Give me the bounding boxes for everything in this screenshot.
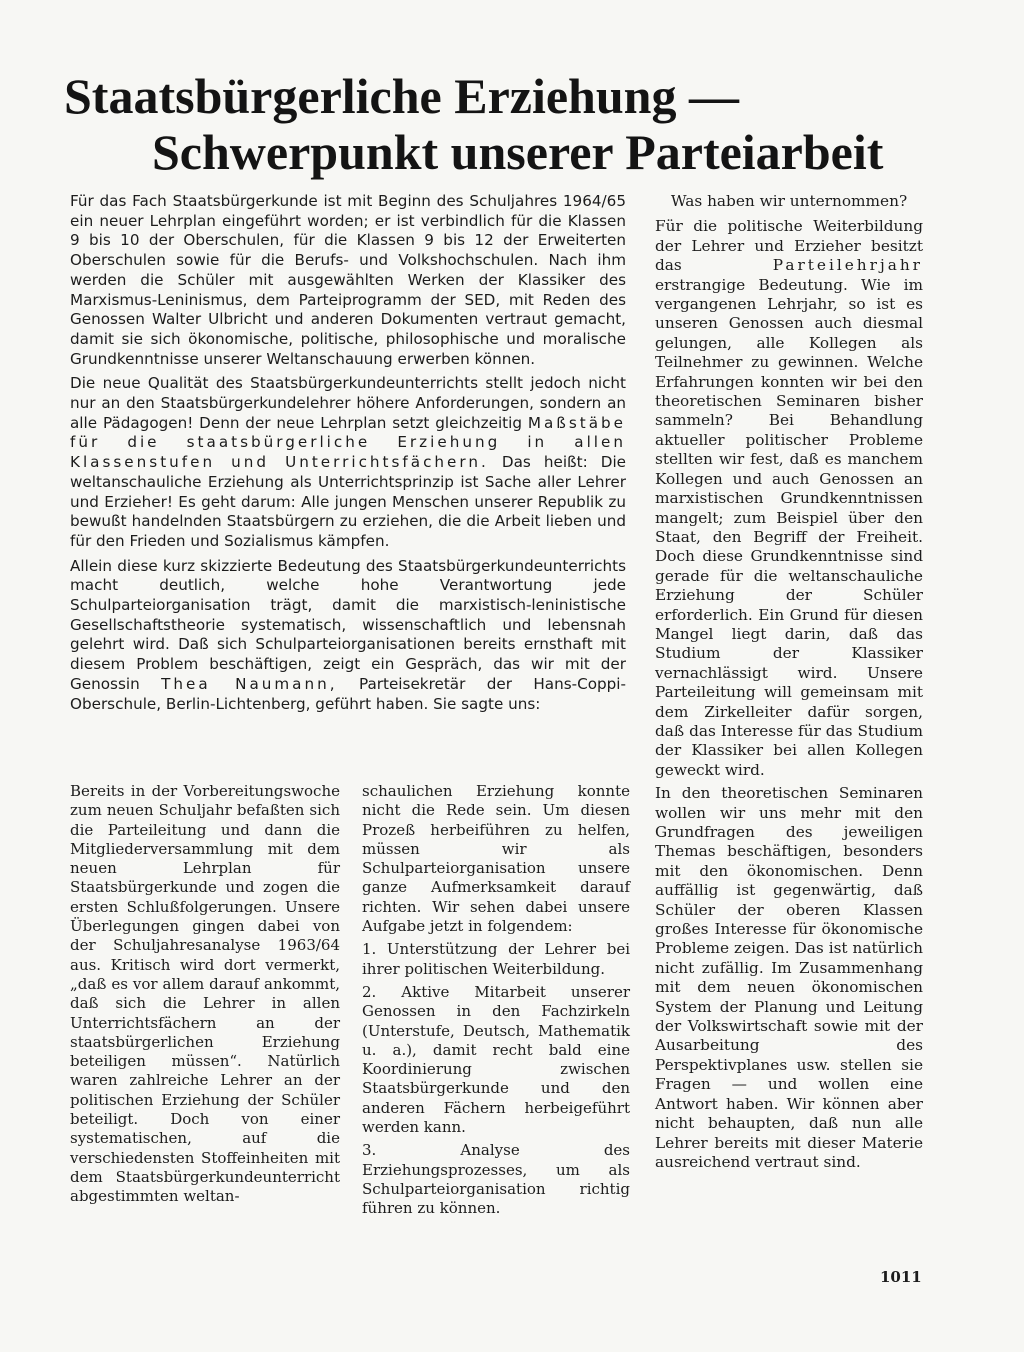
article-title: [0, 68, 1024, 180]
parteilehrjahr-emphasis: Parteilehrjahr: [772, 256, 923, 275]
column-middle-paragraph: schaulichen Erziehung konnte nicht die Rede sein. Um diesen Prozeß herbeiführen zu helfen, müssen wir als Schulparteiorganisation unsere ganze Aufmerksamkeit darauf richten. Wir sehen dabei unsere Aufgabe jetzt in folgendem:: [362, 782, 630, 936]
intro-paragraph-3: [70, 557, 626, 715]
title-line-2: Schwerpunkt unserer Parteiarbeit: [152, 124, 884, 180]
intro-paragraph-2: [70, 374, 626, 551]
intro-paragraph-2-emphasis: Maßstäbe für die staatsbürgerliche Erziehung in allen Klassenstufen und Unterrichtsfächern.: [70, 413, 626, 472]
page-number: 1011: [880, 1268, 922, 1286]
task-item-3: 3. Analyse des Erziehungsprozesses, um als Schulparteiorganisation richtig führen zu können.: [362, 1141, 630, 1218]
section-subheading: Was haben wir unternommen?: [670, 192, 908, 210]
task-item-2: 2. Aktive Mitarbeit unserer Genossen in den Fachzirkeln (Unterstufe, Deutsch, Mathematik u. a.), damit recht bald eine Koordinierung zwischen Staatsbürgerkunde und den anderen Fächern herbeigeführt werden kann.: [362, 982, 630, 1137]
column-middle: [362, 782, 630, 1223]
column-right-paragraph-1: [655, 217, 923, 780]
intro-paragraph-3-end: Parteisekretär der Hans-Coppi-Oberschule, Berlin-Lichtenberg, geführt haben. Sie sagte uns:: [70, 674, 627, 713]
column-left-paragraph: Bereits in der Vorbereitungswoche zum neuen Schuljahr befaßten sich die Parteileitung und dann die Mitgliederversammlung mit dem neuen Lehrplan für Staatsbürgerkunde und zogen die ersten Schlußfolgerungen. Unsere Überlegungen gingen dabei von der Schuljahresanalyse 1963/64 aus. Kritisch wird dort vermerkt, „daß es vor allem darauf ankommt, daß sich die Lehrer in allen Unterrichtsfächern an der staatsbürgerlichen Erziehung beteiligen müssen“. Natürlich waren zahlreiche Lehrer an der politischen Erziehung der Schüler beteiligt. Doch von einer systematischen, auf die verschiedensten Stoffeinheiten mit dem Staatsbürgerkundeunterricht abgestimmten weltan-: [70, 782, 340, 1206]
intro-section: [70, 192, 626, 719]
title-line-1: Staatsbürgerliche Erziehung —: [64, 68, 739, 124]
column-right-paragraph-2: In den theoretischen Seminaren wollen wir uns mehr mit den Grundfragen des jeweiligen Themas beschäftigen, besonders mit den ökonomischen. Denn auffällig ist gegenwärtig, daß Schüler der oberen Klassen großes Interesse für ökonomische Probleme zeigen. Das ist natürlich nicht zufällig. Im Zusammenhang mit dem neuen ökonomischen System der Planung und Leitung der Volkswirtschaft sowie mit der Ausarbeitung des Perspektivplanes usw. stellen sie Fragen — und wollen eine Antwort haben. Wir können aber nicht behaupten, daß nun alle Lehrer bereits mit dieser Materie ausreichend vertraut sind.: [655, 784, 923, 1171]
column-right-paragraph-1-start: Für die politische Weiterbildung der Lehrer und Erzieher besitzt das: [655, 217, 923, 275]
intro-paragraph-3-start: Allein diese kurz skizzierte Bedeutung des Staatsbürgerkundeunterrichts macht deutlich, welche hohe Verantwortung jede Schulparteiorganisation trägt, damit die marxistisch-leninistische Gesellschaftstheorie systematisch, wissenschaftlich und lebensnah gelehrt wird. Daß sich Schulparteiorganisationen bereits ernsthaft mit diesem Problem beschäftigen, zeigt ein Gespräch, das wir mit der Genossin: [70, 556, 626, 693]
intro-person-name: Thea Naumann,: [161, 674, 338, 693]
column-right: [655, 192, 923, 1176]
intro-paragraph-2-end: Das heißt: Die weltanschauliche Erziehung als Unterrichtsprinzip ist Sache aller Lehrer und Erzieher! Es geht darum: Alle jungen Menschen unserer Republik zu bewußt handelnden Staatsbürgern zu erziehen, die die Arbeit lieben und für den Frieden und Sozialismus kämpfen.: [70, 453, 627, 550]
column-left: [70, 782, 340, 1209]
intro-paragraph-2-start: Die neue Qualität des Staatsbürgerkundeunterrichts stellt jedoch nicht nur an den Staatsbürgerkundelehrer höhere Anforderungen, sondern an alle Pädagogen! Denn der neue Lehrplan setzt gleichzeitig: [70, 374, 626, 432]
column-right-paragraph-1-end: erstrangige Bedeutung. Wie im vergangenen Lehrjahr, so ist es unseren Genossen auch diesmal gelungen, alle Kollegen als Teilnehmer zu gewinnen. Welche Erfahrungen konnten wir bei den theoretischen Seminaren bisher sammeln? Bei Behandlung aktueller politischer Probleme stellten wir fest, daß es manchem Kollegen und auch Genossen an marxistischen Grundkenntnissen mangelt; zum Beispiel über den Staat, den Begriff der Freiheit. Doch diese Grundkenntnisse sind gerade für die weltanschauliche Erziehung der Schüler erforderlich. Ein Grund für diesen Mangel liegt darin, daß das Studium der Klassiker vernachlässigt wird. Unsere Parteileitung will gemeinsam mit dem Zirkelleiter dafür sorgen, daß das Interesse für das Studium der Klassiker bei allen Kollegen geweckt wird.: [655, 275, 923, 779]
intro-paragraph-1: Für das Fach Staatsbürgerkunde ist mit Beginn des Schuljahres 1964/65 ein neuer Lehrplan eingeführt worden; er ist verbindlich für die Klassen 9 bis 10 der Oberschulen, für die Klassen 9 bis 12 der Erweiterten Oberschulen sowie für die Berufs- und Volkshochschulen. Nach ihm werden die Schüler mit ausgewählten Werken der Klassiker des Marxismus-Leninismus, dem Parteiprogramm der SED, mit Reden des Genossen Walter Ulbricht und anderen Dokumenten vertraut gemacht, damit sie sich ökonomische, politische, philosophische und moralische Grundkenntnisse unserer Weltanschauung erwerben können.: [70, 192, 626, 368]
task-item-1: 1. Unterstützung der Lehrer bei ihrer politischen Weiterbildung.: [362, 940, 630, 978]
